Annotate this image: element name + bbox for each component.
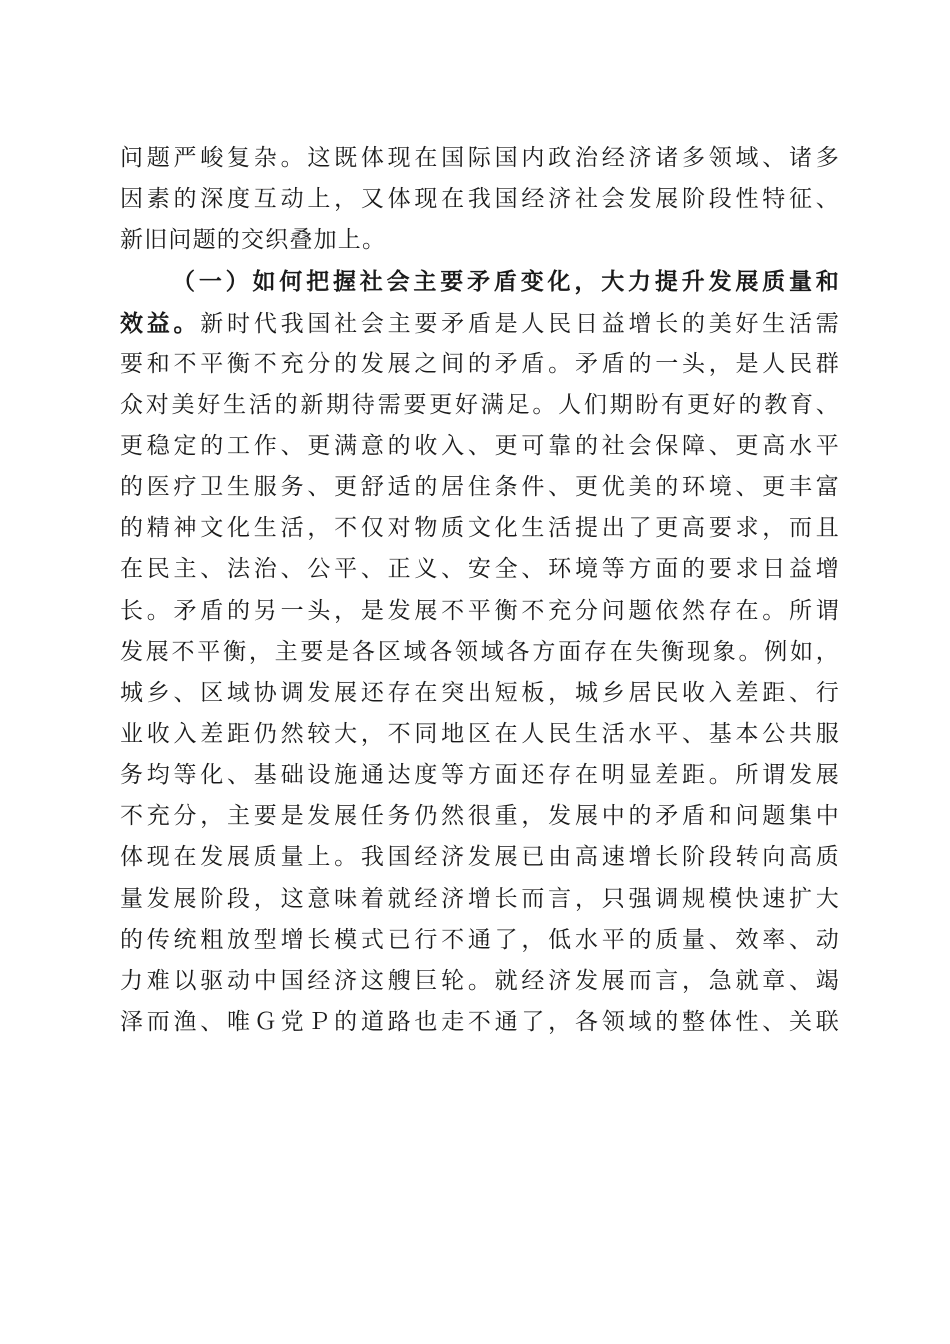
text-line: 量发展阶段，这意味着就经济增长而言，只强调规模快速扩大 bbox=[120, 885, 840, 912]
text-line: 在民主、法治、公平、正义、安全、环境等方面的要求日益增 bbox=[120, 556, 840, 583]
text-line: 务均等化、基础设施通达度等方面还存在明显差距。所谓发展 bbox=[120, 762, 840, 789]
text-line: 要和不平衡不充分的发展之间的矛盾。矛盾的一头，是人民群 bbox=[120, 350, 840, 377]
text-line: 因素的深度互动上，又体现在我国经济社会发展阶段性特征、 bbox=[120, 186, 840, 213]
text-line: 新旧问题的交织叠加上。 bbox=[120, 227, 387, 254]
document-body bbox=[120, 138, 840, 1043]
section-heading: （一）如何把握社会主要矛盾变化，大力提升发展质量和 bbox=[172, 268, 840, 296]
text-line bbox=[120, 303, 840, 344]
text-line: 问题严峻复杂。这既体现在国际国内政治经济诸多领域、诸多 bbox=[120, 145, 840, 171]
text-line: 更稳定的工作、更满意的收入、更可靠的社会保障、更高水平 bbox=[120, 432, 840, 459]
text-line: 众对美好生活的新期待需要更好满足。人们期盼有更好的教育、 bbox=[120, 391, 840, 418]
text-line: 的医疗卫生服务、更舒适的居住条件、更优美的环境、更丰富 bbox=[120, 474, 840, 501]
text-line: 发展不平衡，主要是各区域各领域各方面存在失衡现象。例如， bbox=[120, 638, 840, 665]
text-line: 城乡、区域协调发展还存在突出短板，城乡居民收入差距、行 bbox=[120, 679, 840, 706]
text-line: 业收入差距仍然较大，不同地区在人民生活水平、基本公共服 bbox=[120, 720, 840, 747]
text-line: 长。矛盾的另一头，是发展不平衡不充分问题依然存在。所谓 bbox=[120, 597, 840, 624]
text-fragment: 新时代我国社会主要矛盾是人民日益增长的美好生活需 bbox=[200, 310, 840, 337]
section-heading-end: 效益。 bbox=[120, 309, 201, 337]
text-line: 的精神文化生活，不仅对物质文化生活提出了更高要求，而且 bbox=[120, 515, 840, 542]
text-line: 体现在发展质量上。我国经济发展已由高速增长阶段转向高质 bbox=[120, 844, 840, 871]
text-line: 泽而渔、唯Ｇ党Ｐ的道路也走不通了，各领域的整体性、关联 bbox=[120, 1008, 840, 1035]
text-line: 力难以驱动中国经济这艘巨轮。就经济发展而言，急就章、竭 bbox=[120, 967, 840, 994]
text-line: 不充分，主要是发展任务仍然很重，发展中的矛盾和问题集中 bbox=[120, 803, 840, 830]
text-line: 的传统粗放型增长模式已行不通了，低水平的质量、效率、动 bbox=[120, 926, 840, 953]
